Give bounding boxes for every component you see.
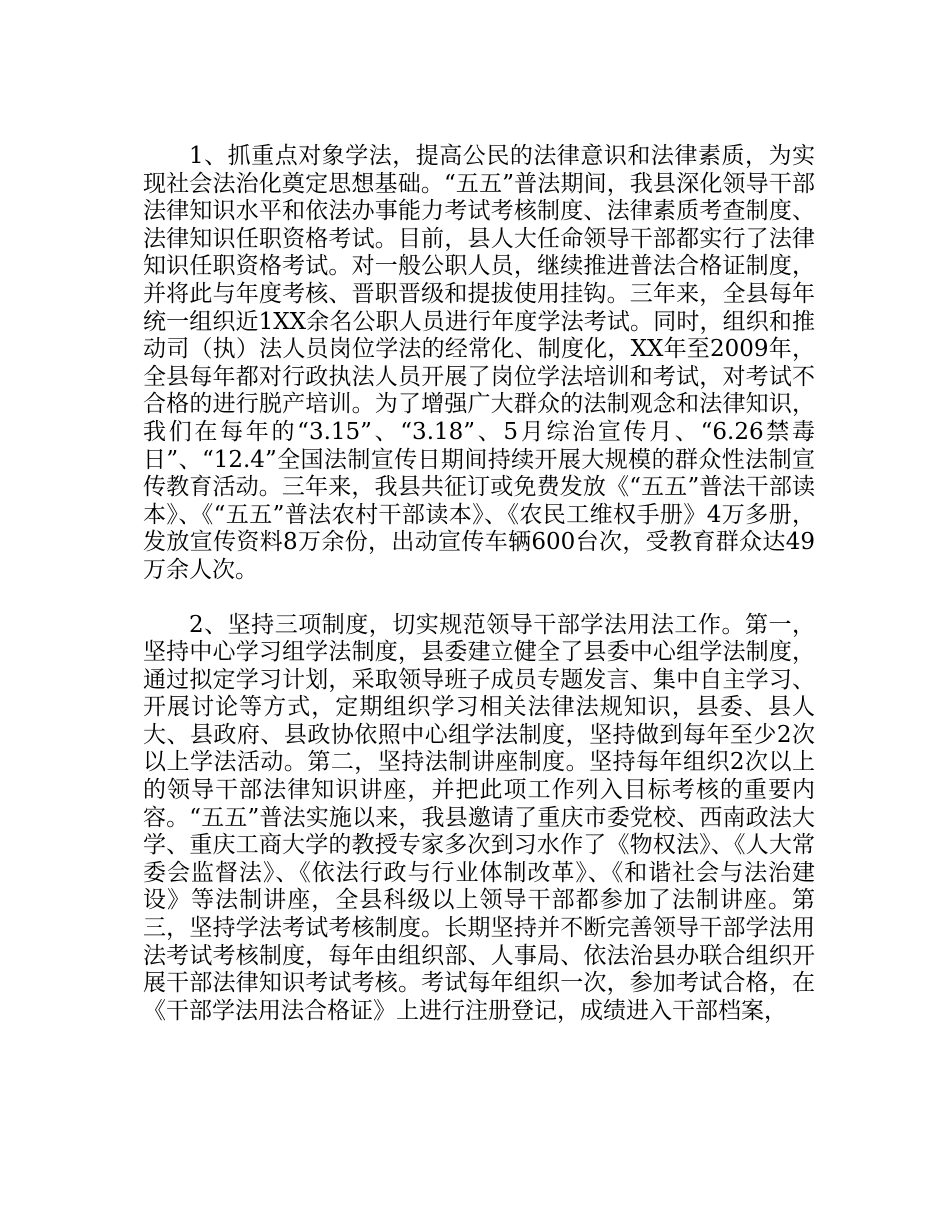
document-body	[143, 143, 815, 1025]
paragraph-1: 1、抓重点对象学法，提高公民的法律意识和法律素质，为实现社会法治化奠定思想基础。“五五”普法期间，我县深化领导干部法律知识水平和依法办事能力考试考核制度、法律素质考查制度、法律知识任职资格考试。目前，县人大任命领导干部都实行了法律知识任职资格考试。对一般公职人员，继续推进普法合格证制度，并将此与年度考核、晋职晋级和提拔使用挂钩。三年来，全县每年统一组织近1XX余名公职人员进行年度学法考试。同时，组织和推动司（执）法人员岗位学法的经常化、制度化，XX年至2009年，全县每年都对行政执法人员开展了岗位学法培训和考试，对考试不合格的进行脱产培训。为了增强广大群众的法制观念和法律知识，我们在每年的“3.15”、“3.18”、5月综治宣传月、“6.26禁毒日”、“12.4”全国法制宣传日期间持续开展大规模的群众性法制宣传教育活动。三年来，我县共征订或免费发放《“五五”普法干部读本》、《“五五”普法农村干部读本》、《农民工维权手册》4万多册，发放宣传资料8万余份，出动宣传车辆600台次，受教育群众达49万余人次。	[143, 143, 815, 583]
paragraph-2: 2、坚持三项制度，切实规范领导干部学法用法工作。第一，坚持中心学习组学法制度，县委建立健全了县委中心组学法制度，通过拟定学习计划，采取领导班子成员专题发言、集中自主学习、开展讨论等方式，定期组织学习相关法律法规知识，县委、县人大、县政府、县政协依照中心组学法制度，坚持做到每年至少2次以上学法活动。第二，坚持法制讲座制度。坚持每年组织2次以上的领导干部法律知识讲座，并把此项工作列入目标考核的重要内容。“五五”普法实施以来，我县邀请了重庆市委党校、西南政法大学、重庆工商大学的教授专家多次到习水作了《物权法》、《人大常委会监督法》、《依法行政与行业体制改革》、《和谐社会与法治建设》等法制讲座，全县科级以上领导干部都参加了法制讲座。第三，坚持学法考试考核制度。长期坚持并不断完善领导干部学法用法考试考核制度，每年由组织部、人事局、依法治县办联合组织开展干部法律知识考试考核。考试每年组织一次，参加考试合格，在《干部学法用法合格证》上进行注册登记，成绩进入干部档案，	[143, 611, 815, 1024]
